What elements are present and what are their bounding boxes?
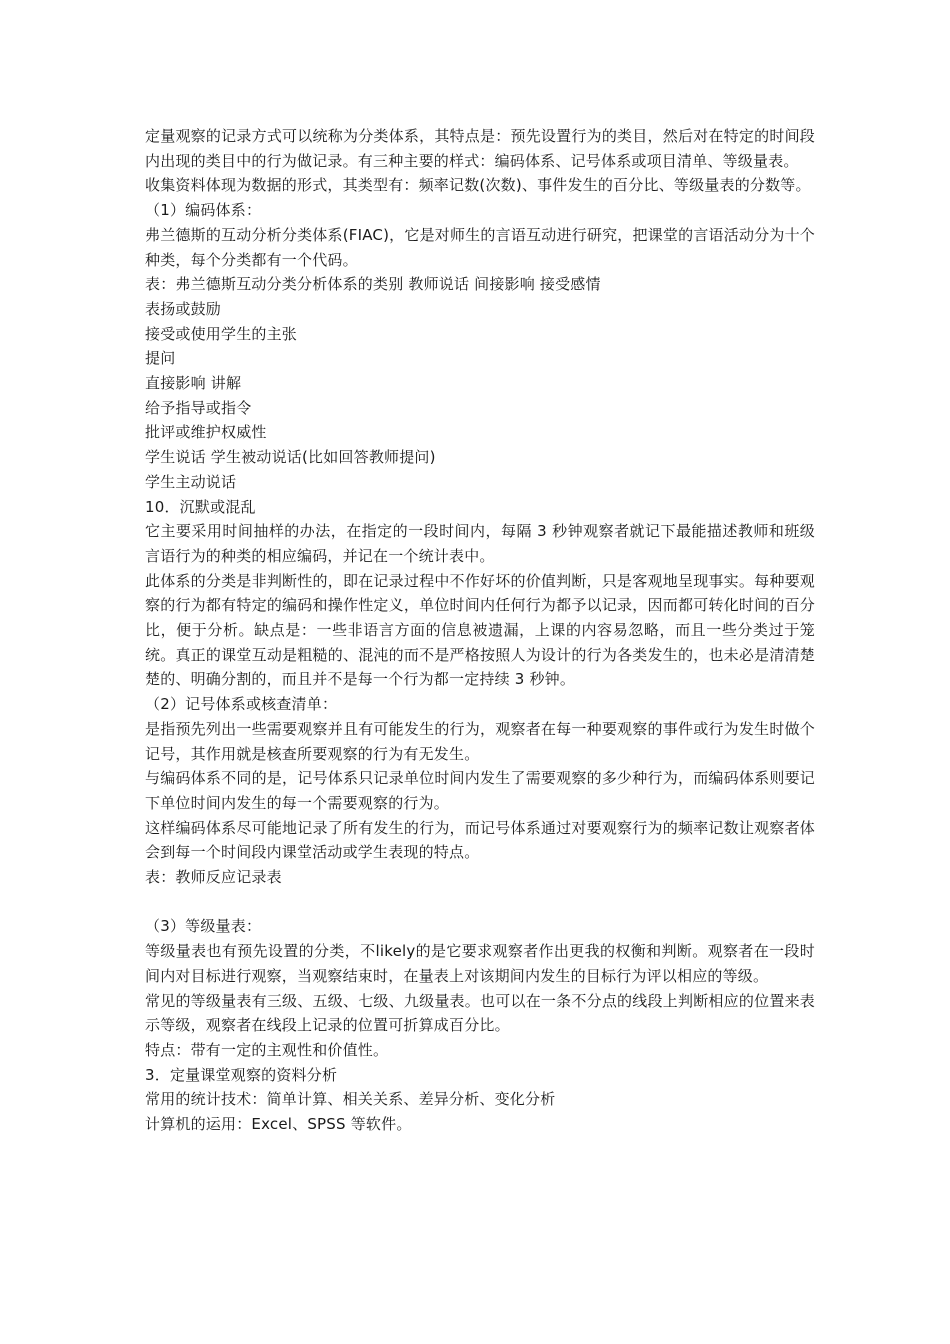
list-item: 学生说话 学生被动说话(比如回答教师提问) — [145, 448, 436, 467]
paragraph-data-forms: 收集资料体现为数据的形式，其类型有：频率记数(次数)、事件发生的百分比、等级量表的分数等。 — [145, 176, 811, 195]
list-item: 学生主动说话 — [145, 472, 237, 491]
list-item: 提问 — [145, 349, 176, 368]
paragraph-checklist-diff: 与编码体系不同的是，记号体系只记录单位时间内发生了需要观察的多少种行为，而编码体系则要记下单位时间内发生的每一个需要观察的行为。 — [145, 769, 815, 812]
list-item: 接受或使用学生的主张 — [145, 324, 298, 343]
paragraph-time-sampling: 它主要采用时间抽样的办法，在指定的一段时间内，每隔 3 秒钟观察者就记下最能描述教师和班级言语行为的种类的相应编码，并记在一个统计表中。 — [145, 522, 815, 565]
blank-line — [145, 890, 815, 915]
list-item: 表扬或鼓励 — [145, 299, 222, 318]
paragraph-evaluation: 此体系的分类是非判断性的，即在记录过程中不作好坏的价值判断，只是客观地呈现事实。每种要观察的行为都有特定的编码和操作性定义，单位时间内任何行为都予以记录，因而都可转化时间的百分比，便于分析。缺点是：一些非语言方面的信息被遗漏，上课的内容易忽略，而且一些分类过于笼统。真正的课堂互动是粗糙的、混沌的而不是严格按照人为设计的行为各类发生的，也未必是清清楚楚的、明确分割的，而且并不是每一个行为都一定持续 3 秒钟。 — [145, 571, 815, 689]
paragraph-statistics: 常用的统计技术：简单计算、相关关系、差异分析、变化分析 — [145, 1090, 556, 1109]
heading-analysis: 3．定量课堂观察的资料分析 — [145, 1065, 338, 1084]
paragraph-checklist-def: 是指预先列出一些需要观察并且有可能发生的行为，观察者在每一种要观察的事件或行为发生时做个记号，其作用就是核查所要观察的行为有无发生。 — [145, 719, 815, 763]
paragraph-intro: 定量观察的记录方式可以统称为分类体系，其特点是：预先设置行为的类目，然后对在特定的时间段内出现的类目中的行为做记录。有三种主要的样式：编码体系、记号体系或项目清单、等级量表。 — [145, 127, 815, 170]
paragraph-features: 特点：带有一定的主观性和价值性。 — [145, 1041, 389, 1059]
list-item: 给予指导或指令 — [145, 398, 252, 417]
list-item: 批评或维护权威性 — [145, 423, 267, 442]
list-item: 直接影响 讲解 — [145, 374, 242, 393]
heading-coding-system: （1）编码体系： — [145, 201, 262, 220]
paragraph-checklist-compare: 这样编码体系尽可能地记录了所有发生的行为，而记号体系通过对要观察行为的频率记数让观察者体会到每一个时间段内课堂活动或学生表现的特点。 — [145, 818, 815, 862]
paragraph-fiac: 弗兰德斯的互动分析分类体系(FIAC)，它是对师生的言语互动进行研究，把课堂的言语活动分为十个种类，每个分类都有一个代码。 — [145, 225, 815, 269]
heading-checklist: （2）记号体系或核查清单： — [145, 695, 338, 714]
document-body — [145, 124, 815, 1137]
list-item: 10．沉默或混乱 — [145, 497, 256, 516]
paragraph-rating-def: 等级量表也有预先设置的分类，不likely的是它要求观察者作出更我的权衡和判断。观察者在一段时间内对目标进行观察，当观察结束时，在量表上对该期间内发生的目标行为评以相应的等级。 — [145, 942, 815, 985]
table-caption-teacher: 表：教师反应记录表 — [145, 868, 282, 887]
paragraph-rating-types: 常见的等级量表有三级、五级、七级、九级量表。也可以在一条不分点的线段上判断相应的位置来表示等级，观察者在线段上记录的位置可折算成百分比。 — [145, 991, 815, 1035]
table-caption-fiac: 表：弗兰德斯互动分类分析体系的类别 教师说话 间接影响 接受感情 — [145, 275, 601, 294]
heading-rating-scale: （3）等级量表： — [145, 917, 262, 936]
paragraph-software: 计算机的运用：Excel、SPSS 等软件。 — [145, 1115, 412, 1134]
